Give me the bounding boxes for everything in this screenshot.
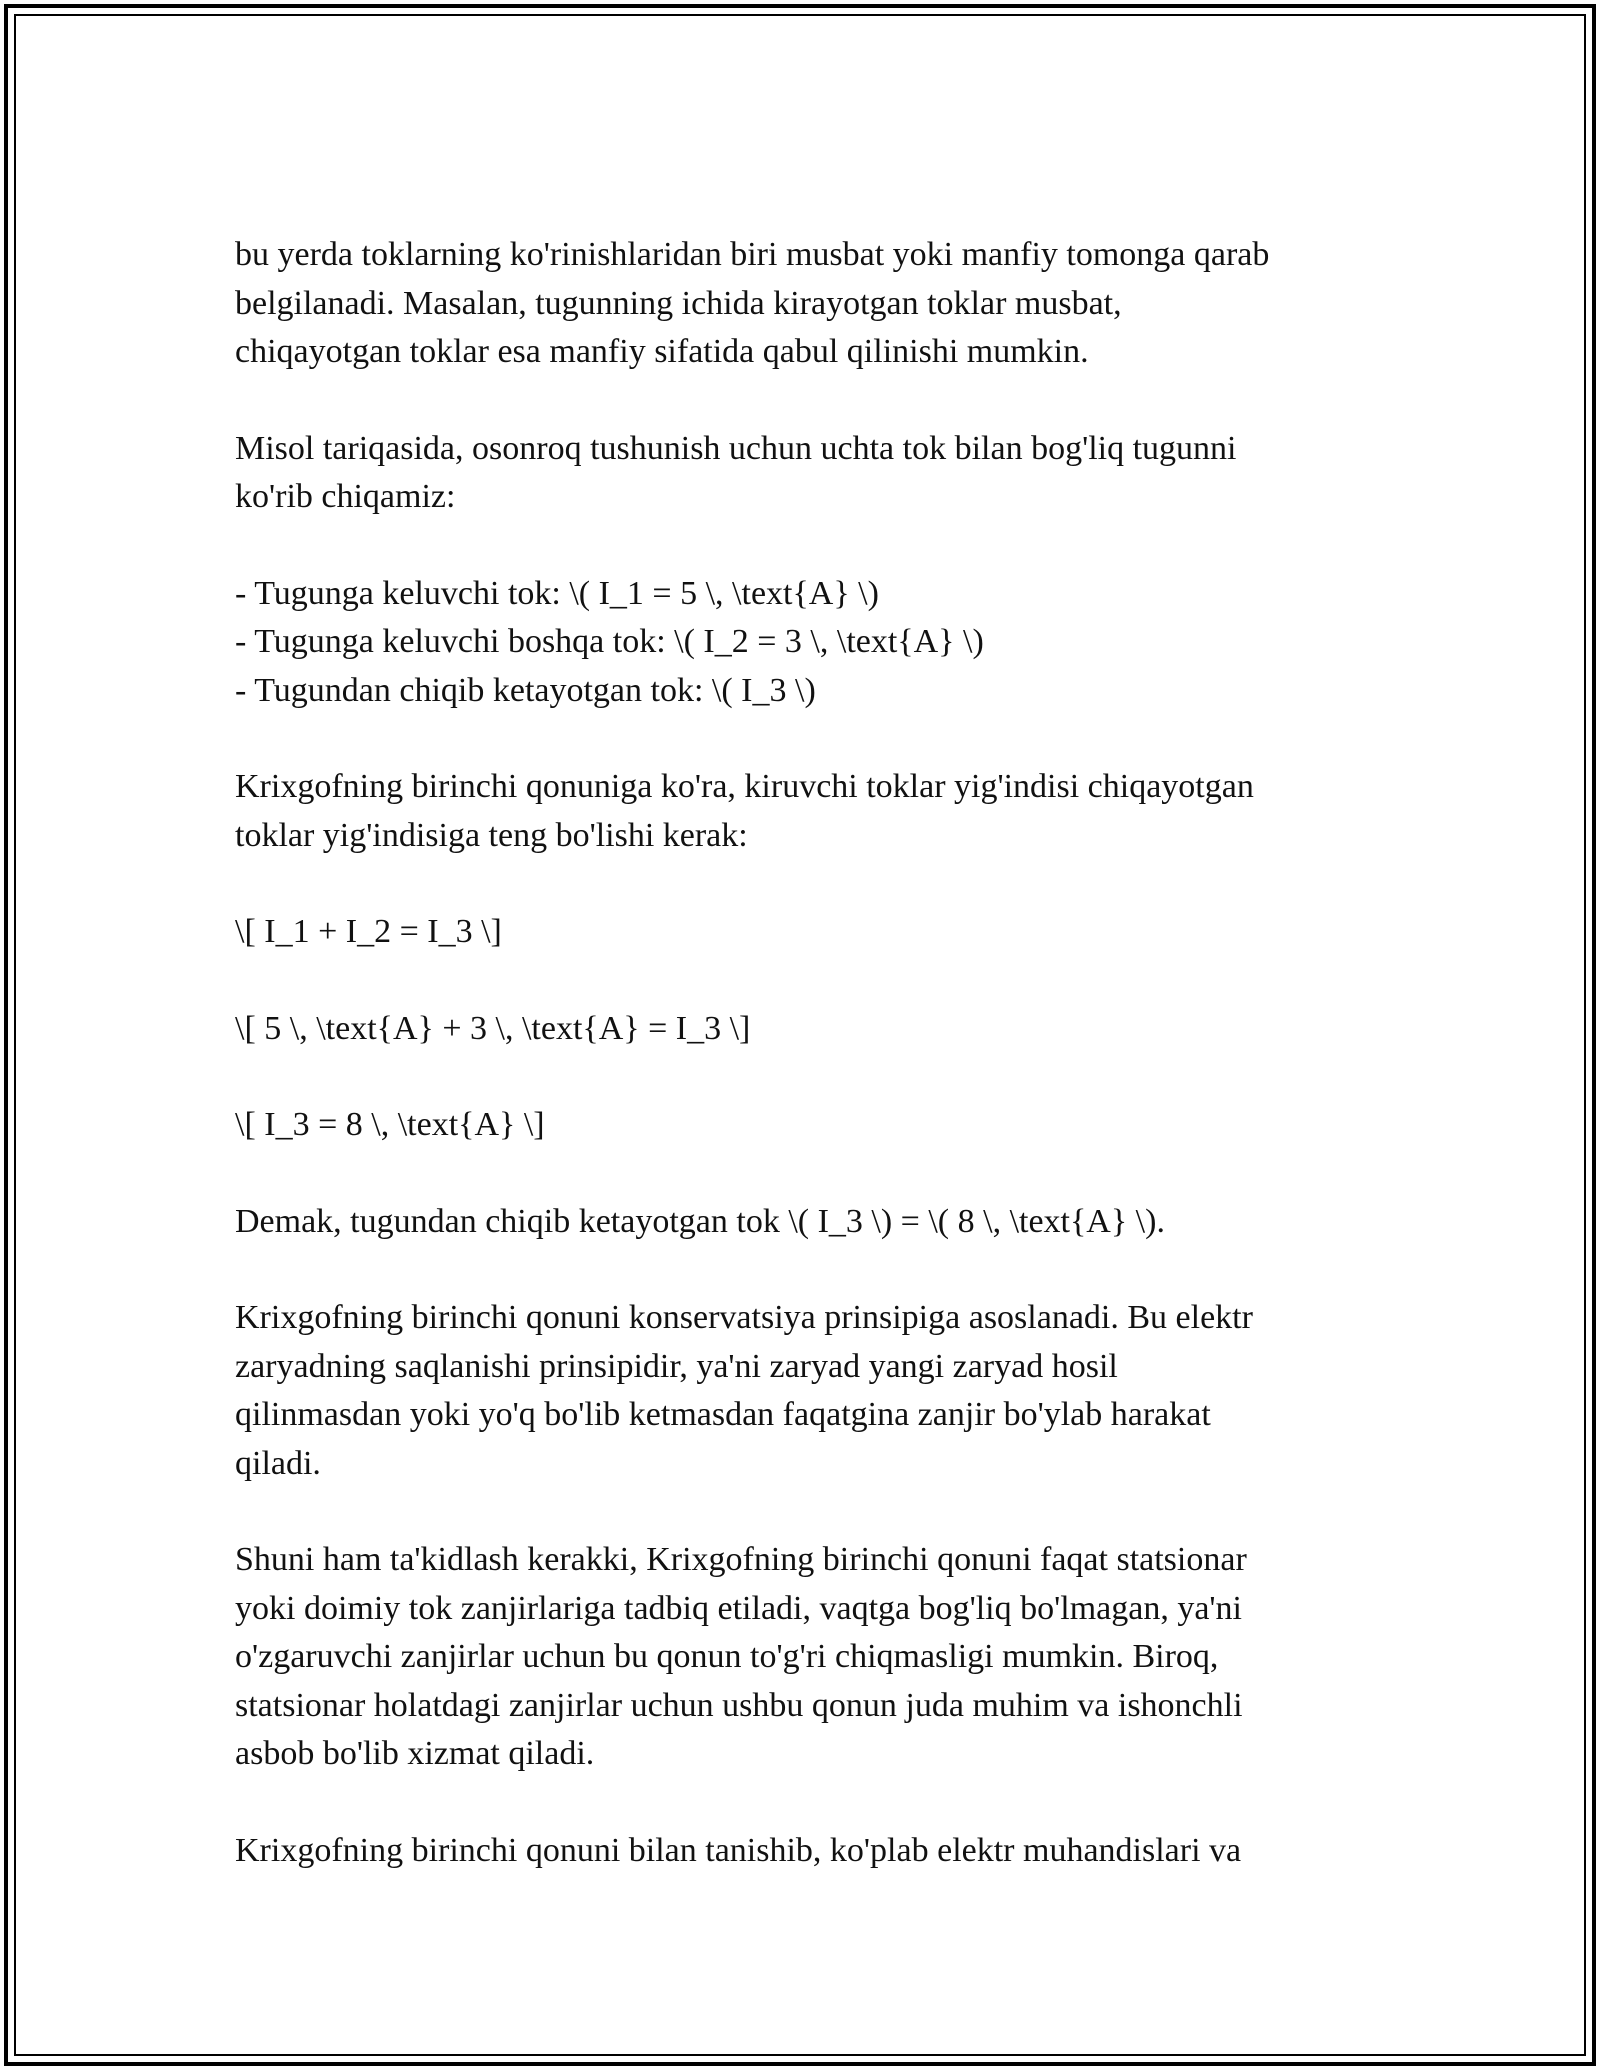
text-line: Shuni ham ta'kidlash kerakki, Krixgofning birinchi qonuni faqat statsionar <box>235 1541 1247 1578</box>
text-line: asbob bo'lib xizmat qiladi. <box>235 1735 595 1772</box>
paragraph-law-statement <box>235 763 1365 860</box>
paragraph-conservation <box>235 1294 1365 1488</box>
paragraph-closing <box>235 1827 1365 1876</box>
text-line: qiladi. <box>235 1444 321 1482</box>
currents-list <box>235 570 1365 716</box>
text-line: Krixgofning birinchi qonuni konservatsiya prinsipiga asoslanadi. Bu elektr <box>235 1299 1253 1336</box>
text-line: yoki doimiy tok zanjirlariga tadbiq etiladi, vaqtga bog'liq bo'lmagan, ya'ni <box>235 1589 1242 1627</box>
list-item: - Tugunga keluvchi boshqa tok: \( I_2 = 3 \, \text{A} \) <box>235 623 984 660</box>
list-item: - Tugundan chiqib ketayotgan tok: \( I_3 \) <box>235 671 816 709</box>
paragraph-example-intro <box>235 425 1365 522</box>
document-body <box>235 231 1365 1875</box>
text-line: chiqayotgan toklar esa manfiy sifatida qabul qilinishi mumkin. <box>235 333 1089 370</box>
paragraph-sign-convention <box>235 231 1365 377</box>
equation-result <box>235 1101 1365 1150</box>
equation-line: \[ I_1 + I_2 = I_3 \] <box>235 913 502 950</box>
equation-sum <box>235 908 1365 957</box>
text-line: toklar yig'indisiga teng bo'lishi kerak: <box>235 816 748 854</box>
equation-line: \[ 5 \, \text{A} + 3 \, \text{A} = I_3 \] <box>235 1009 751 1047</box>
list-item: - Tugunga keluvchi tok: \( I_1 = 5 \, \text{A} \) <box>235 574 879 612</box>
text-line: Demak, tugundan chiqib ketayotgan tok \( I_3 \) = \( 8 \, \text{A} \). <box>235 1202 1165 1240</box>
paragraph-conclusion <box>235 1198 1365 1247</box>
text-line: ko'rib chiqamiz: <box>235 478 456 515</box>
text-line: o'zgaruvchi zanjirlar uchun bu qonun to'g'ri chiqmasligi mumkin. Biroq, <box>235 1638 1219 1675</box>
text-line: zaryadning saqlanishi prinsipidir, ya'ni zaryad yangi zaryad hosil <box>235 1347 1118 1385</box>
text-line: Krixgofning birinchi qonuni bilan tanishib, ko'plab elektr muhandislari va <box>235 1831 1242 1869</box>
text-line: qilinmasdan yoki yo'q bo'lib ketmasdan faqatgina zanjir bo'ylab harakat <box>235 1396 1211 1433</box>
text-line: bu yerda toklarning ko'rinishlaridan biri musbat yoki manfiy tomonga qarab <box>235 236 1270 273</box>
text-line: Misol tariqasida, osonroq tushunish uchun uchta tok bilan bog'liq tugunni <box>235 429 1237 467</box>
text-line: belgilanadi. Masalan, tugunning ichida kirayotgan toklar musbat, <box>235 284 1122 322</box>
paragraph-applicability <box>235 1536 1365 1779</box>
text-line: Krixgofning birinchi qonuniga ko'ra, kiruvchi toklar yig'indisi chiqayotgan <box>235 768 1254 805</box>
equation-substitution <box>235 1005 1365 1054</box>
text-line: statsionar holatdagi zanjirlar uchun ushbu qonun juda muhim va ishonchli <box>235 1686 1243 1724</box>
equation-line: \[ I_3 = 8 \, \text{A} \] <box>235 1106 545 1143</box>
